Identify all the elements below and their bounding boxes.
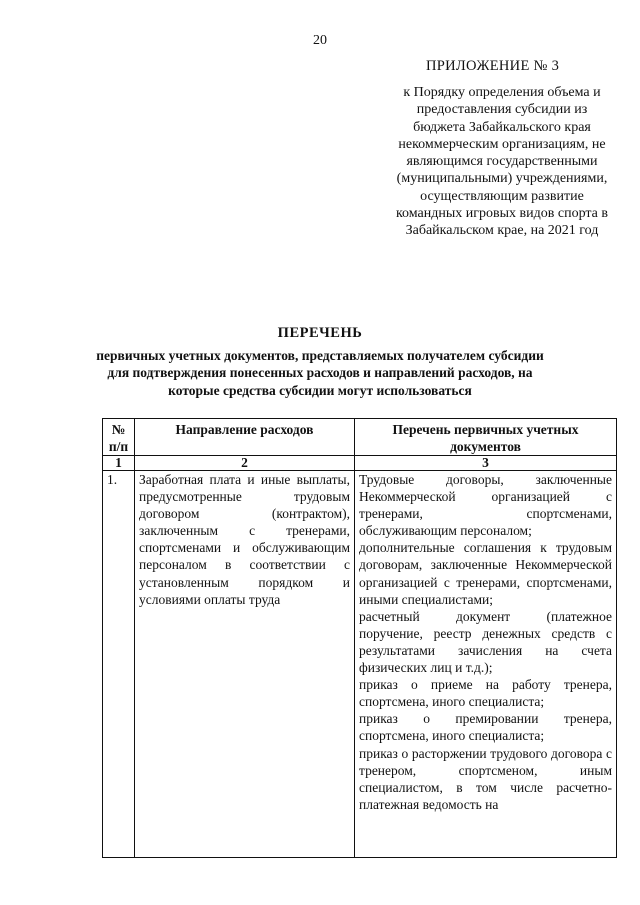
document-item: приказ о приеме на работу тренера, спортсмена, иного специалиста;: [359, 677, 612, 710]
document-item: расчетный документ (платежное поручение, реестр денежных средств с результатами зачисления на счета физических лиц и т.д.);: [359, 608, 612, 676]
expense-documents-table: [102, 418, 617, 858]
list-heading: ПЕРЕЧЕНЬ: [277, 325, 363, 341]
column-number-row: [103, 456, 617, 471]
document-item: приказ о премировании тренера, спортсмена, иного специалиста;: [359, 711, 612, 744]
table-header-row: [103, 419, 617, 456]
document-item: Трудовые договоры, заключенные Некоммерческой организацией с тренерами, спортсменами, обслуживающим персоналом;: [359, 472, 612, 539]
column-header-direction: Направление расходов: [135, 419, 355, 456]
column-number-1: 1: [103, 456, 135, 471]
list-subheading: первичных учетных документов, представляемых получателем субсидии для подтверждения понесенных расходов и направлений расходов, на которые средства субсидии могут использоваться: [96, 348, 544, 398]
column-number-2: 2: [135, 456, 355, 471]
document-item: приказ о расторжении трудового договора с тренером, спортсменом, иным специалистом, в том числе расчетно-платежная ведомость на: [359, 745, 612, 812]
column-number-3: 3: [355, 456, 617, 471]
page-number: 20: [313, 33, 327, 48]
appendix-text: к Порядку определения объема и предоставления субсидии из бюджета Забайкальского края некоммерческим организациям, не являющимся государственными (муниципальными) учреждениями, осуществляющим развитие командных игровых видов спорта в Забайкальском крае, на 2021 год: [395, 85, 609, 239]
column-header-documents: Перечень первичных учетных документов: [355, 419, 617, 456]
appendix-title: ПРИЛОЖЕНИЕ № 3: [426, 58, 560, 74]
expense-direction: Заработная плата и иные выплаты, предусмотренные трудовым договором (контрактом), заключенным с тренерами, спортсменами и обслуживающим персоналом в соответствии с установленным порядком и условиями оплаты труда: [135, 471, 355, 858]
document-item: дополнительные соглашения к трудовым договорам, заключенные Некоммерческой организацией с тренерами, спортсменами, иными специалистами;: [359, 540, 612, 607]
column-header-number: № п/п: [103, 419, 135, 456]
table-row: [103, 471, 617, 858]
row-number: 1.: [103, 471, 135, 858]
document-list: [355, 471, 617, 858]
